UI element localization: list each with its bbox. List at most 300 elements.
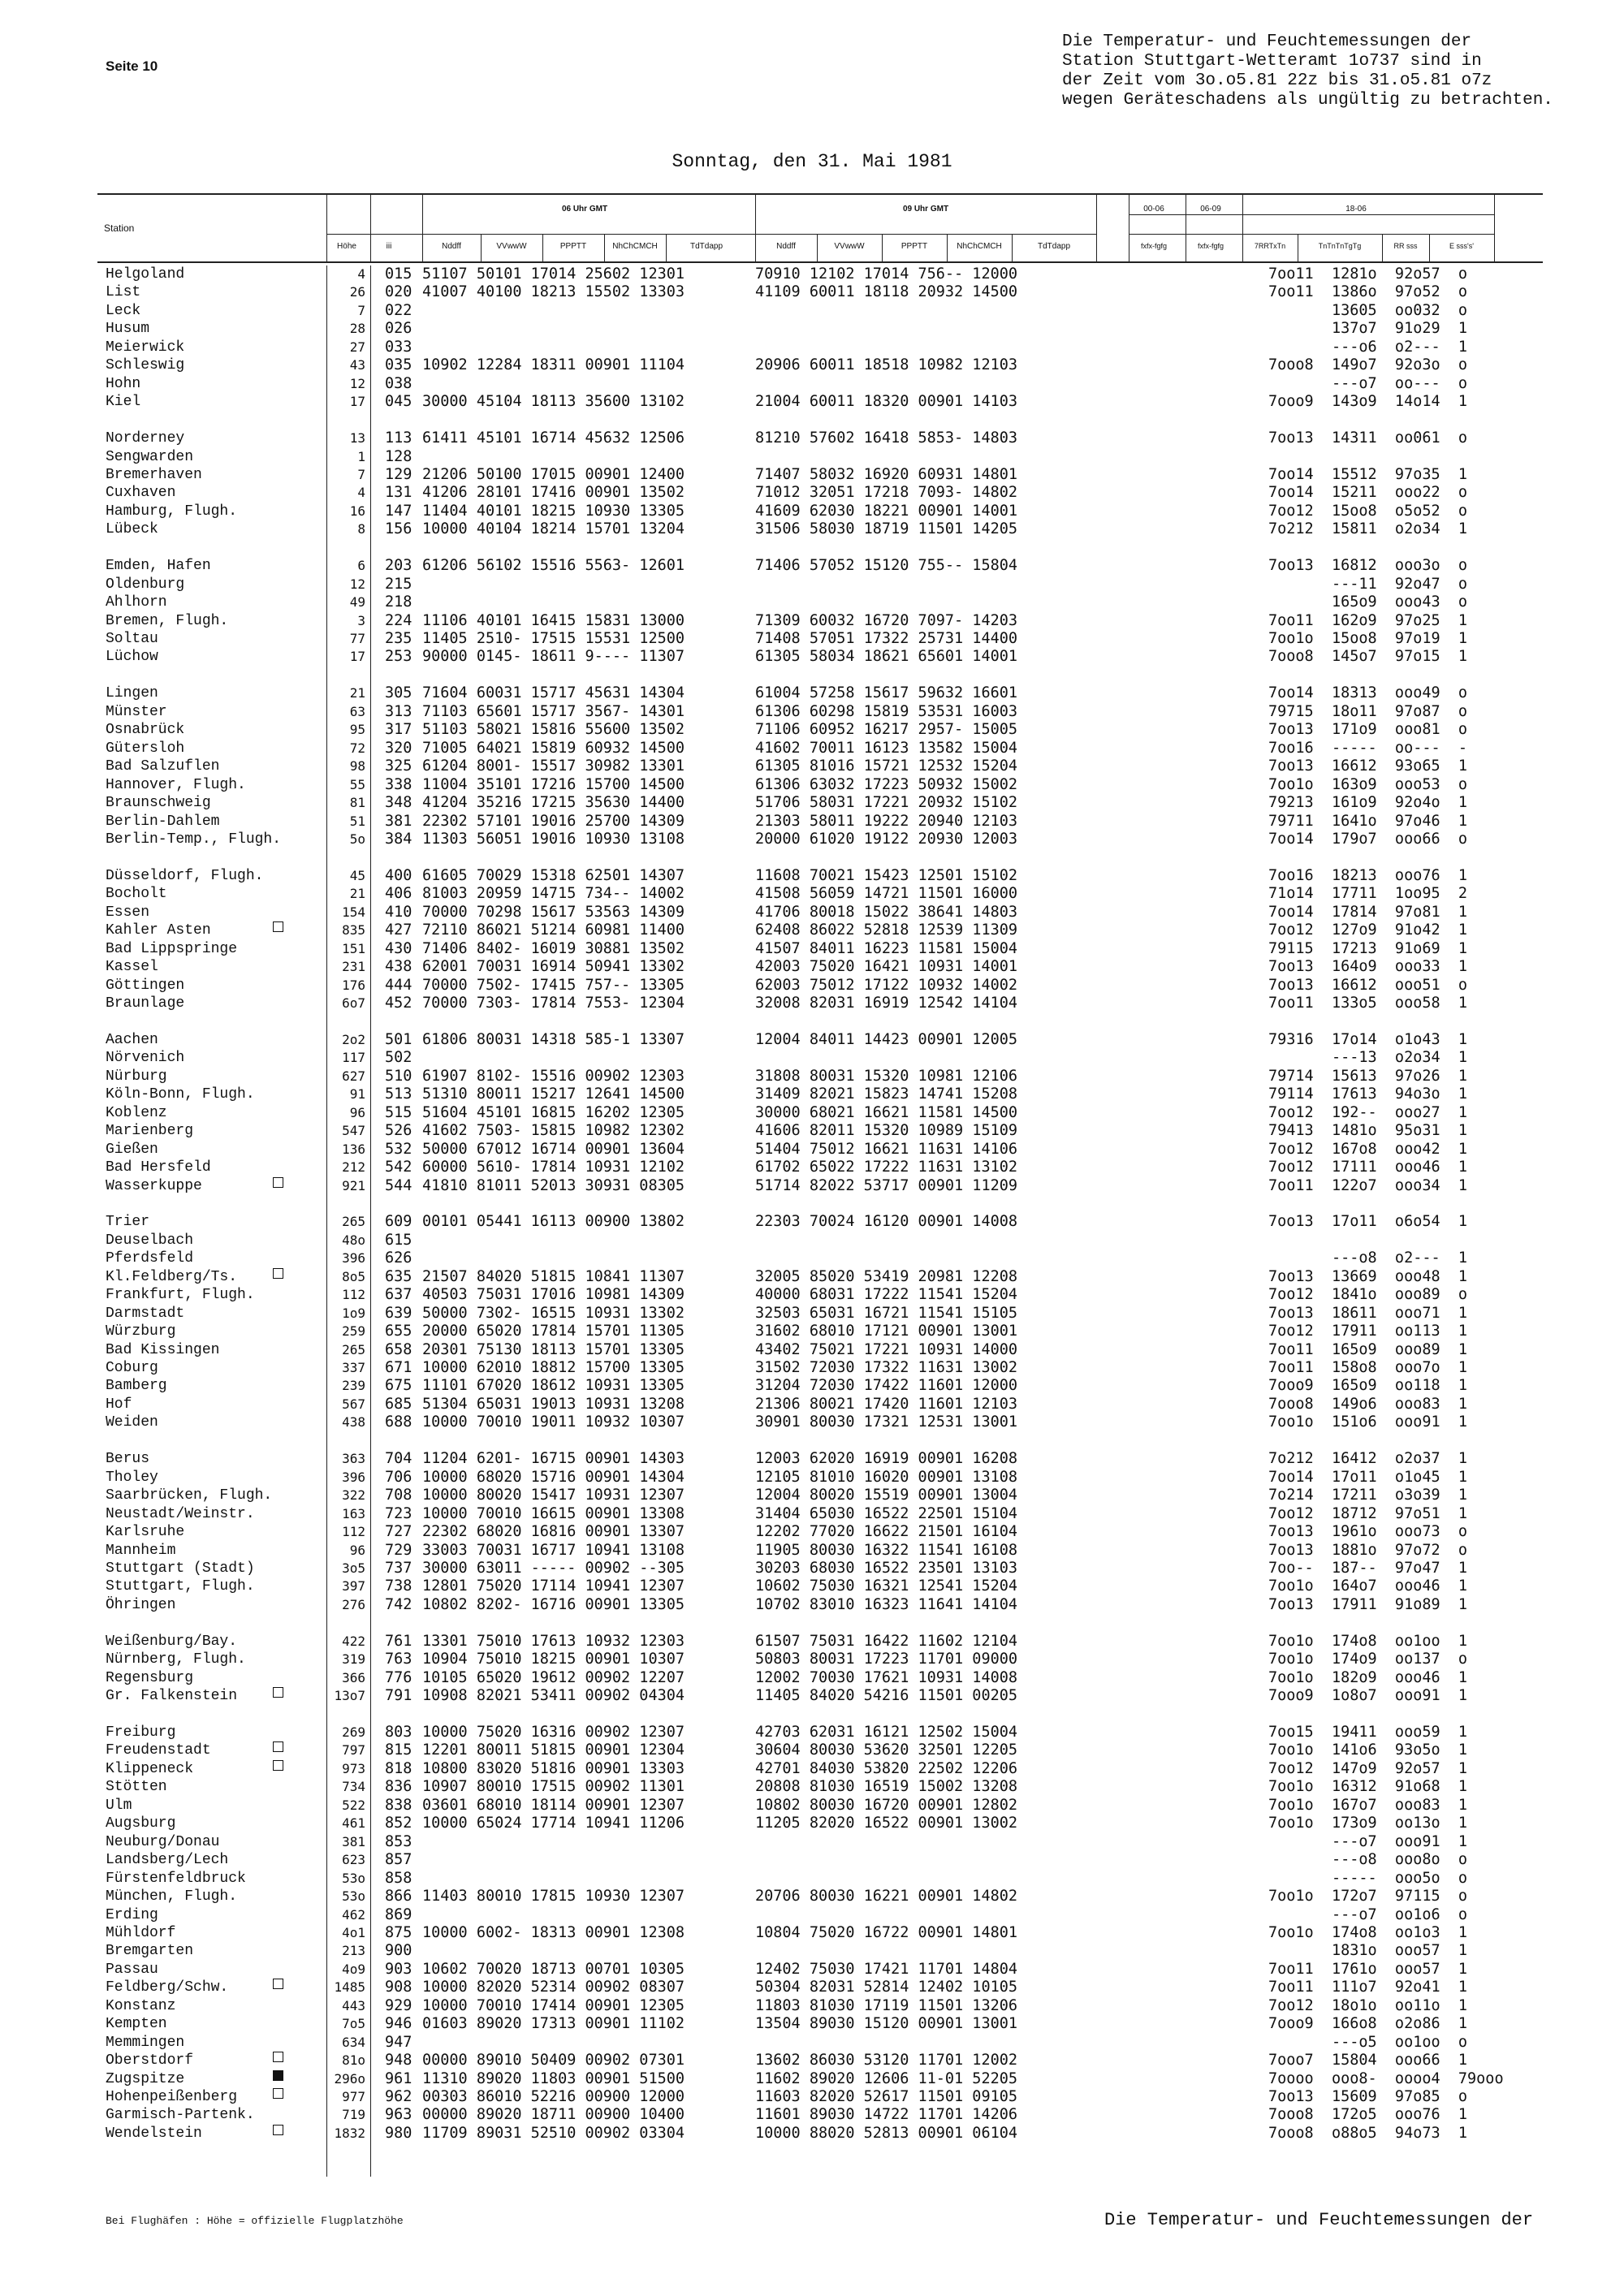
- station-number: 427: [385, 921, 412, 939]
- obs-extremes: 7oo1o 163o9 ooo53 o: [1268, 775, 1468, 793]
- obs-extremes: 7oo13 164o9 ooo33 1: [1268, 958, 1468, 976]
- obs-06: 11709 89031 52510 00902 03304: [422, 2124, 685, 2142]
- obs-06: 33003 70031 16717 10941 13108: [422, 1541, 685, 1559]
- obs-extremes: 7oo13 17911 91o89 1: [1268, 1595, 1468, 1613]
- station-name: Gießen: [106, 1141, 158, 1158]
- obs-extremes: 7o212 15811 o2o34 1: [1268, 520, 1468, 538]
- obs-09: 31602 68010 17121 00901 13001: [755, 1323, 1018, 1340]
- obs-09: 61507 75031 16422 11602 12104: [755, 1632, 1018, 1650]
- obs-06: 11310 89020 11803 00901 51500: [422, 2069, 685, 2087]
- station-height: 154: [342, 904, 365, 920]
- obs-06: 10800 83020 51816 00901 13303: [422, 1759, 685, 1777]
- station-number: 742: [385, 1595, 412, 1613]
- station-number: 671: [385, 1359, 412, 1376]
- station-number: 706: [385, 1468, 412, 1486]
- station-name: Nürnberg, Flugh.: [106, 1651, 246, 1668]
- station-height: 1o9: [342, 1305, 365, 1321]
- header-rule: [542, 234, 543, 261]
- station-height: 8o5: [342, 1268, 365, 1284]
- obs-09: 30000 68021 16621 11581 14500: [755, 1103, 1018, 1121]
- station-name: Mannheim: [106, 1542, 176, 1559]
- obs-09: 31506 58030 18719 11501 14205: [755, 520, 1018, 538]
- obs-extremes: 79115 17213 91o69 1: [1268, 939, 1468, 957]
- station-number: 836: [385, 1778, 412, 1796]
- table-row: [0, 1815, 1624, 1832]
- obs-extremes: 7oo14 17814 97o81 1: [1268, 903, 1468, 921]
- station-name: Stötten: [106, 1779, 167, 1796]
- obs-extremes: 7oo11 122o7 ooo34 1: [1268, 1176, 1468, 1194]
- table-row: [0, 1888, 1624, 1905]
- obs-06: 11004 35101 17216 15700 14500: [422, 775, 685, 793]
- station-height: 4: [357, 266, 365, 282]
- obs-06: 40503 75031 17016 10981 14309: [422, 1286, 685, 1304]
- station-name: Berus: [106, 1451, 150, 1468]
- obs-09: 12004 80020 15519 00901 13004: [755, 1487, 1018, 1504]
- station-number: 325: [385, 757, 412, 775]
- table-row: [0, 1687, 1624, 1705]
- table-row: [0, 1377, 1624, 1395]
- station-number: 858: [385, 1869, 412, 1887]
- obs-extremes: 7oo-- 187-- 97o47 1: [1268, 1559, 1468, 1577]
- obs-06: 11204 6201- 16715 00901 14303: [422, 1450, 685, 1468]
- station-name: Braunschweig: [106, 795, 211, 812]
- station-number: 338: [385, 775, 412, 793]
- col-06-1: Nddff: [442, 242, 461, 251]
- station-number: 033: [385, 338, 412, 356]
- obs-06: 10000 68020 15716 00901 14304: [422, 1468, 685, 1486]
- table-row: [0, 2070, 1624, 2088]
- station-name: Weiden: [106, 1414, 158, 1431]
- obs-06: 10000 80020 15417 10931 12307: [422, 1487, 685, 1504]
- station-number: 406: [385, 885, 412, 903]
- table-row: [0, 429, 1624, 447]
- station-name: Öhringen: [106, 1596, 176, 1613]
- obs-06: 20000 65020 17814 15701 11305: [422, 1323, 685, 1340]
- station-height: 63: [349, 703, 365, 719]
- station-number: 348: [385, 794, 412, 812]
- col-09-5: TdTdapp: [1037, 242, 1071, 251]
- obs-09: 20000 61020 19122 20930 12003: [755, 830, 1018, 848]
- obs-extremes: 7ooo9 165o9 oo118 1: [1268, 1377, 1468, 1395]
- table-row: [0, 1633, 1624, 1651]
- station-name: Düsseldorf, Flugh.: [106, 867, 264, 884]
- obs-06: 00000 89020 18711 00900 10400: [422, 2106, 685, 2124]
- table-row: [0, 1760, 1624, 1778]
- station-name: Neuburg/Donau: [106, 1833, 220, 1850]
- station-name: List: [106, 284, 141, 301]
- station-name: Klippeneck: [106, 1760, 194, 1777]
- station-height: 17: [349, 649, 365, 665]
- obs-09: 10804 75020 16722 00901 14801: [755, 1923, 1018, 1941]
- table-row: [0, 1505, 1624, 1523]
- table-row: [0, 1268, 1624, 1286]
- station-number: 501: [385, 1030, 412, 1048]
- open-square-icon: [273, 2088, 283, 2099]
- header-rule: [326, 195, 327, 261]
- station-height: 6o7: [342, 995, 365, 1011]
- station-name: Oberstdorf: [106, 2052, 194, 2069]
- obs-09: 51706 58031 17221 20932 15102: [755, 794, 1018, 812]
- group-06-09: 06-09: [1200, 205, 1221, 214]
- table-row: [0, 1195, 1624, 1213]
- table-row: [0, 1614, 1624, 1632]
- obs-extremes: 7oo11 162o9 97o25 1: [1268, 611, 1468, 629]
- obs-06: 10000 62010 18812 15700 13305: [422, 1359, 685, 1376]
- note-line: wegen Geräteschadens als ungültig zu betrachten.: [1062, 91, 1553, 110]
- obs-extremes: ---o8 o2--- 1: [1268, 1249, 1468, 1267]
- obs-extremes: 7oo12 17911 oo113 1: [1268, 1323, 1468, 1340]
- remark-note: [1062, 32, 1622, 110]
- station-name: Hannover, Flugh.: [106, 776, 246, 793]
- obs-09: 21303 58011 19222 20940 12103: [755, 812, 1018, 830]
- table-row: [0, 1323, 1624, 1340]
- header-divider: [326, 234, 1096, 235]
- obs-06: 00000 89010 50409 00902 07301: [422, 2052, 685, 2069]
- station-height: 547: [342, 1123, 365, 1139]
- table-row: [0, 1286, 1624, 1304]
- station-name: Freudenstadt: [106, 1742, 211, 1759]
- station-height: 7: [357, 302, 365, 318]
- obs-extremes: 7ooo9 143o9 14o14 1: [1268, 393, 1468, 411]
- obs-09: 41602 70011 16123 13582 15004: [755, 739, 1018, 757]
- station-number: 900: [385, 1942, 412, 1960]
- table-row: [0, 2052, 1624, 2069]
- table-row: [0, 1741, 1624, 1759]
- table-row: [0, 1997, 1624, 2015]
- obs-06: 71005 64021 15819 60932 14500: [422, 739, 685, 757]
- table-row: [0, 593, 1624, 611]
- obs-extremes: 7oo1o 141o6 93o5o 1: [1268, 1741, 1468, 1759]
- station-number: 655: [385, 1323, 412, 1340]
- obs-06: 51107 50101 17014 25602 12301: [422, 265, 685, 283]
- obs-extremes: 1831o ooo57 1: [1268, 1942, 1468, 1960]
- obs-extremes: 7oo11 111o7 92o41 1: [1268, 1979, 1468, 1996]
- iii-header: iii: [386, 242, 392, 251]
- station-name: Zugspitze: [106, 2070, 185, 2087]
- open-square-icon: [273, 1760, 283, 1771]
- note-line: Station Stuttgart-Wetteramt 1o737 sind in: [1062, 52, 1482, 71]
- station-name: Freiburg: [106, 1724, 176, 1741]
- station-height: 4: [357, 485, 365, 501]
- obs-09: 61306 63032 17223 50932 15002: [755, 775, 1018, 793]
- open-square-icon: [273, 2052, 283, 2062]
- obs-extremes: 7oo12 18712 97o51 1: [1268, 1504, 1468, 1522]
- station-name: Saarbrücken, Flugh.: [106, 1487, 273, 1504]
- header-rule: [947, 234, 948, 261]
- table-row: [0, 339, 1624, 356]
- obs-extremes: 13605 oo032 o: [1268, 301, 1468, 319]
- station-number: 961: [385, 2069, 412, 2087]
- station-name: Kempten: [106, 2016, 167, 2033]
- obs-extremes: ---o6 o2--- 1: [1268, 338, 1468, 356]
- obs-06: 00303 86010 52216 00900 12000: [422, 2088, 685, 2105]
- station-number: 015: [385, 265, 412, 283]
- obs-extremes: 7oo1o 172o7 97115 o: [1268, 1888, 1468, 1905]
- header-rule: [1242, 195, 1243, 261]
- station-name: Darmstadt: [106, 1305, 185, 1322]
- station-number: 020: [385, 283, 412, 301]
- station-height: 151: [342, 940, 365, 956]
- obs-06: 21507 84020 51815 10841 11307: [422, 1267, 685, 1285]
- obs-06: 11404 40101 18215 10930 13305: [422, 502, 685, 520]
- table-row: [0, 1942, 1624, 1960]
- obs-06: 51304 65031 19013 10931 13208: [422, 1395, 685, 1413]
- station-number: 815: [385, 1741, 412, 1759]
- station-height: 381: [342, 1833, 365, 1849]
- obs-09: 50304 82031 52814 12402 10105: [755, 1979, 1018, 1996]
- station-name: Emden, Hafen: [106, 558, 211, 575]
- obs-09: 11803 81030 17119 11501 13206: [755, 1996, 1018, 2014]
- station-number: 609: [385, 1213, 412, 1231]
- station-number: 532: [385, 1140, 412, 1158]
- station-name: Bremen, Flugh.: [106, 612, 229, 629]
- station-number: 615: [385, 1231, 412, 1249]
- obs-extremes: 7oo1o 174o8 oo1oo 1: [1268, 1632, 1468, 1650]
- station-number: 685: [385, 1395, 412, 1413]
- col-06-3: PPPTT: [559, 242, 587, 251]
- obs-09: 62003 75012 17122 10932 14002: [755, 976, 1018, 994]
- obs-09: 71309 60032 16720 7097- 14203: [755, 611, 1018, 629]
- obs-09: 11608 70021 15423 12501 15102: [755, 866, 1018, 884]
- table-row: [0, 904, 1624, 921]
- station-name: Osnabrück: [106, 722, 185, 739]
- station-name: Stuttgart (Stadt): [106, 1560, 255, 1577]
- station-height: 438: [342, 1414, 365, 1431]
- right-col-6: E sss's': [1449, 242, 1474, 250]
- station-number: 727: [385, 1523, 412, 1541]
- table-row: [0, 1305, 1624, 1323]
- station-height: 28: [349, 321, 365, 337]
- obs-09: 71406 57052 15120 755-- 15804: [755, 557, 1018, 575]
- header-rule: [370, 195, 371, 261]
- station-name: Konstanz: [106, 1997, 176, 2014]
- header-divider: [1129, 234, 1494, 235]
- station-number: 026: [385, 320, 412, 338]
- station-height: 296o: [334, 2070, 365, 2087]
- station-height: 2o2: [342, 1031, 365, 1047]
- obs-09: 30901 80030 17321 12531 13001: [755, 1413, 1018, 1431]
- obs-09: 71407 58032 16920 60931 14801: [755, 465, 1018, 483]
- station-number: 156: [385, 520, 412, 538]
- table-row: [0, 1432, 1624, 1450]
- table-row: [0, 1797, 1624, 1815]
- obs-09: 11601 89030 14722 11701 14206: [755, 2106, 1018, 2124]
- obs-extremes: 137o7 91o29 1: [1268, 320, 1468, 338]
- obs-06: 10000 6002- 18313 00901 12308: [422, 1923, 685, 1941]
- open-square-icon: [273, 1268, 283, 1279]
- station-name: Memmingen: [106, 2034, 185, 2051]
- obs-09: 43402 75021 17221 10931 14000: [755, 1340, 1018, 1358]
- station-height: 5o: [349, 831, 365, 847]
- station-name: Kiel: [106, 394, 141, 411]
- obs-extremes: 7oo11 158o8 ooo7o 1: [1268, 1359, 1468, 1376]
- station-height: 276: [342, 1596, 365, 1612]
- obs-09: 13504 89030 15120 00901 13001: [755, 2015, 1018, 2033]
- table-row: [0, 1778, 1624, 1796]
- station-number: 737: [385, 1559, 412, 1577]
- obs-extremes: 7oo16 ----- oo--- -: [1268, 739, 1468, 757]
- obs-extremes: 7oo12 127o9 91o42 1: [1268, 921, 1468, 939]
- station-height: 16: [349, 503, 365, 519]
- obs-09: 13602 86030 53120 11701 12002: [755, 2052, 1018, 2069]
- obs-09: 81210 57602 16418 5853- 14803: [755, 429, 1018, 447]
- station-height: 176: [342, 977, 365, 993]
- table-row: [0, 831, 1624, 848]
- open-square-icon: [273, 1979, 283, 1989]
- table-header: [97, 193, 1543, 263]
- obs-06: 70000 7303- 17814 7553- 12304: [422, 995, 685, 1012]
- station-height: 269: [342, 1724, 365, 1740]
- station-name: Bocholt: [106, 886, 167, 903]
- obs-09: 61305 81016 15721 12532 15204: [755, 757, 1018, 775]
- header-rule: [422, 195, 423, 261]
- station-number: 791: [385, 1687, 412, 1705]
- obs-06: 22302 57101 19016 25700 14309: [422, 812, 685, 830]
- station-name: Wendelstein: [106, 2125, 202, 2142]
- obs-06: 10000 75020 16316 00902 12307: [422, 1724, 685, 1741]
- table-row: [0, 940, 1624, 958]
- station-number: 903: [385, 1960, 412, 1978]
- obs-extremes: 7oo13 16812 ooo3o o: [1268, 557, 1468, 575]
- obs-extremes: 7oo12 18o1o oo11o 1: [1268, 1996, 1468, 2014]
- station-height: 81: [349, 795, 365, 811]
- obs-extremes: 7oo1o 174o9 oo137 o: [1268, 1651, 1468, 1668]
- station-height: 96: [349, 1542, 365, 1558]
- header-rule: [604, 234, 605, 261]
- table-row: [0, 1542, 1624, 1560]
- table-row: [0, 612, 1624, 630]
- obs-extremes: 7oo16 18213 ooo76 1: [1268, 866, 1468, 884]
- station-name: Berlin-Temp., Flugh.: [106, 831, 282, 848]
- station-name: Berlin-Dahlem: [106, 813, 220, 830]
- station-number: 675: [385, 1377, 412, 1395]
- table-row: [0, 302, 1624, 320]
- obs-09: 12004 84011 14423 00901 12005: [755, 1030, 1018, 1048]
- station-name: Ahlhorn: [106, 594, 167, 611]
- obs-09: 10702 83010 16323 11641 14104: [755, 1595, 1018, 1613]
- station-name: Bad Lippspringe: [106, 940, 238, 957]
- obs-extremes: 7ooo9 166o8 o2o86 1: [1268, 2015, 1468, 2033]
- obs-09: 71408 57051 17322 25731 14400: [755, 630, 1018, 647]
- table-row: [0, 484, 1624, 502]
- obs-06: 71604 60031 15717 45631 14304: [422, 684, 685, 702]
- footnote: Bei Flughäfen : Höhe = offizielle Flugplatzhöhe: [106, 2215, 404, 2227]
- obs-09: 51404 75012 16621 11631 14106: [755, 1140, 1018, 1158]
- table-row: [0, 1450, 1624, 1468]
- station-name: Gr. Falkenstein: [106, 1688, 238, 1705]
- station-height: 13: [349, 430, 365, 447]
- header-rule: [666, 234, 667, 261]
- station-name: Helgoland: [106, 266, 185, 283]
- station-height: 443: [342, 1997, 365, 2013]
- obs-09: 12202 77020 16622 21501 16104: [755, 1523, 1018, 1541]
- station-height: 43: [349, 357, 365, 373]
- obs-06: 10902 12284 18311 00901 11104: [422, 356, 685, 374]
- table-row: [0, 320, 1624, 338]
- station-name: Würzburg: [106, 1323, 176, 1340]
- station-name: Köln-Bonn, Flugh.: [106, 1086, 255, 1103]
- station-number: 838: [385, 1796, 412, 1814]
- station-number: 224: [385, 611, 412, 629]
- station-height: 973: [342, 1760, 365, 1776]
- table-row: [0, 1487, 1624, 1504]
- table-row: [0, 1213, 1624, 1231]
- station-number: 438: [385, 958, 412, 976]
- obs-06: 10904 75010 18215 00901 10307: [422, 1651, 685, 1668]
- station-height: 77: [349, 631, 365, 646]
- obs-06: 03601 68010 18114 00901 12307: [422, 1796, 685, 1814]
- obs-extremes: 7oo13 16612 93o65 1: [1268, 757, 1468, 775]
- note-line: der Zeit vom 3o.o5.81 22z bis 31.o5.81 o7z: [1062, 71, 1492, 90]
- right-col-4: TnTnTnTgTg: [1318, 242, 1362, 250]
- obs-06: 61605 70029 15318 62501 14307: [422, 866, 685, 884]
- obs-06: 10000 70010 19011 10932 10307: [422, 1413, 685, 1431]
- station-number: 022: [385, 301, 412, 319]
- station-name: Coburg: [106, 1360, 158, 1376]
- obs-09: 31502 72030 17322 11631 13002: [755, 1359, 1018, 1376]
- obs-extremes: 7oo13 14311 oo061 o: [1268, 429, 1468, 447]
- station-number: 317: [385, 721, 412, 739]
- station-name: Stuttgart, Flugh.: [106, 1578, 255, 1595]
- station-height: 49: [349, 594, 365, 611]
- station-name: Lingen: [106, 685, 158, 702]
- group-09-header: 09 Uhr GMT: [902, 205, 949, 214]
- obs-06: 90000 0145- 18611 9---- 11307: [422, 648, 685, 666]
- station-name: Weißenburg/Bay.: [106, 1633, 238, 1650]
- station-height: 734: [342, 1779, 365, 1795]
- station-number: 410: [385, 903, 412, 921]
- obs-06: 30000 63011 ----- 00902 --305: [422, 1559, 685, 1577]
- obs-extremes: 7oo1o 151o6 ooo91 1: [1268, 1413, 1468, 1431]
- station-height: 397: [342, 1578, 365, 1595]
- obs-extremes: 7oo13 15609 97o85 o: [1268, 2088, 1468, 2105]
- obs-09: 41609 62030 18221 00901 14001: [755, 502, 1018, 520]
- station-number: 704: [385, 1450, 412, 1468]
- obs-06: 50000 67012 16714 00901 13604: [422, 1140, 685, 1158]
- obs-06: 71103 65601 15717 3567- 14301: [422, 702, 685, 720]
- table-row: [0, 1523, 1624, 1541]
- station-number: 908: [385, 1979, 412, 1996]
- table-row: [0, 1104, 1624, 1122]
- obs-09: 12105 81010 16020 00901 13108: [755, 1468, 1018, 1486]
- station-number: 708: [385, 1487, 412, 1504]
- station-number: 980: [385, 2124, 412, 2142]
- obs-extremes: ----- ooo5o o: [1268, 1869, 1468, 1887]
- obs-06: 51604 45101 16815 16202 12305: [422, 1103, 685, 1121]
- station-name: Mühldorf: [106, 1924, 176, 1941]
- table-row: [0, 393, 1624, 411]
- obs-09: 42003 75020 16421 10931 14001: [755, 958, 1018, 976]
- table-row: [0, 539, 1624, 557]
- obs-extremes: 7oo13 1881o 97o72 o: [1268, 1541, 1468, 1559]
- obs-extremes: 7oo1o 15oo8 97o19 1: [1268, 630, 1468, 647]
- table-row: [0, 1577, 1624, 1595]
- station-number: 761: [385, 1632, 412, 1650]
- station-height: 1: [357, 448, 365, 464]
- obs-06: 10000 82020 52314 00902 08307: [422, 1979, 685, 1996]
- obs-09: 61702 65022 17222 11631 13102: [755, 1159, 1018, 1176]
- station-height: 3o5: [342, 1560, 365, 1576]
- station-height: 213: [342, 1943, 365, 1959]
- obs-extremes: 7oo12 15oo8 o5o52 o: [1268, 502, 1468, 520]
- obs-extremes: 7oo14 179o7 ooo66 o: [1268, 830, 1468, 848]
- obs-09: 50803 80031 17223 11701 09000: [755, 1651, 1018, 1668]
- filled-square-icon: [273, 2070, 283, 2081]
- page-number: Seite 10: [106, 58, 158, 74]
- obs-extremes: 79114 17613 94o3o 1: [1268, 1085, 1468, 1103]
- station-height: 7o5: [342, 2016, 365, 2032]
- table-row: [0, 1560, 1624, 1577]
